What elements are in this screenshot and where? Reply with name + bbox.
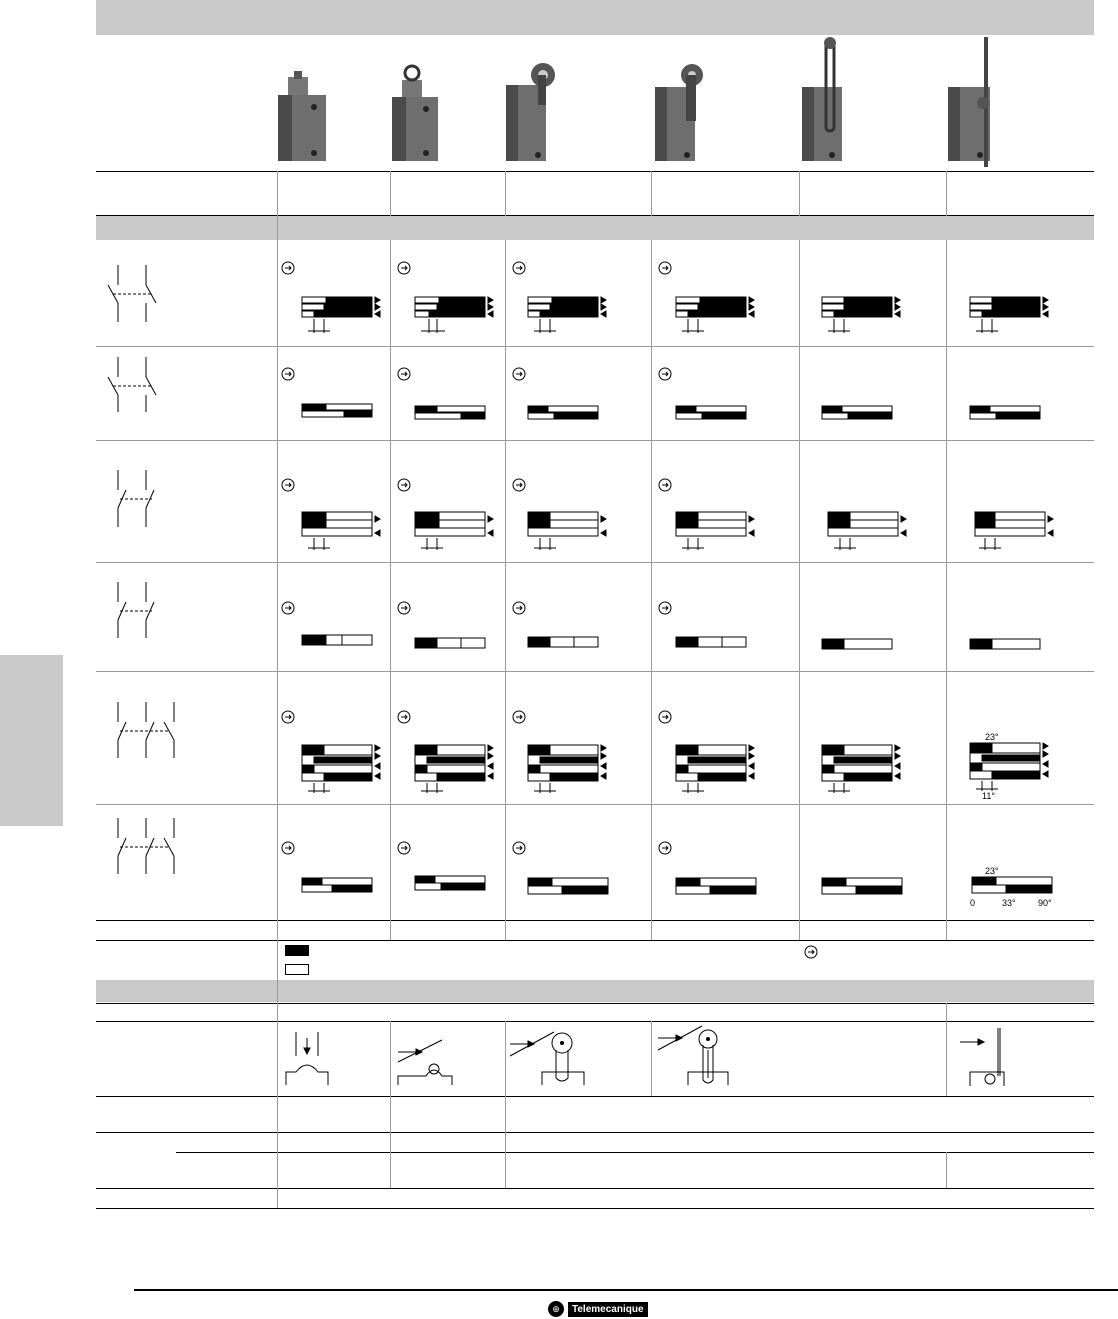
switch-spring-rod-image [948, 37, 990, 167]
brand-name: Telemecanique [568, 1302, 648, 1317]
angle-scale-label: 0 [970, 898, 976, 908]
legend-arrow-icon [803, 944, 819, 960]
actuation-roller-lever-diagram [510, 1032, 584, 1085]
switch-rod-lever-image [802, 37, 842, 161]
column-divider [651, 171, 652, 216]
header-band [96, 0, 1094, 35]
travel-diagrams-row-3 [302, 512, 1053, 550]
rule [96, 920, 1094, 921]
contact-symbol-4 [118, 582, 154, 638]
column-divider [505, 171, 506, 216]
actuation-roller-plunger-diagram [398, 1040, 452, 1085]
rule [96, 171, 1094, 172]
contact-symbol-6 [118, 818, 174, 874]
travel-diagrams-row-4 [302, 635, 1040, 649]
angle-scale-label: 33° [1002, 898, 1016, 908]
column-divider [799, 171, 800, 216]
legend-contact-closed-swatch [285, 945, 309, 956]
actuation-adjustable-lever-diagram [658, 1026, 728, 1085]
actuation-diagrams [0, 1021, 1118, 1101]
angle-label: 23° [985, 732, 999, 742]
angle-scale-label: 90° [1038, 898, 1052, 908]
contact-symbol-1 [108, 265, 156, 322]
travel-diagrams-row-2 [302, 404, 1040, 419]
section-band-contacts [96, 216, 1094, 240]
rule [96, 1132, 1094, 1133]
rule [96, 215, 1094, 216]
switch-roller-lever-image [506, 63, 555, 161]
angle-label: 23° [985, 866, 999, 876]
rule [96, 1188, 1094, 1189]
actuation-spring-rod-diagram [960, 1028, 1004, 1086]
contact-symbol-3 [118, 470, 154, 527]
switch-adjustable-roller-lever-image [655, 64, 703, 161]
section-band-characteristics [96, 980, 1094, 1002]
rule [96, 940, 1094, 941]
column-divider [946, 171, 947, 216]
legend-contact-open-swatch [285, 964, 309, 975]
column-divider [390, 171, 391, 216]
switch-plunger-image [278, 71, 326, 161]
contact-symbol-2 [108, 357, 156, 412]
rule [176, 1152, 1094, 1153]
brand-emblem-icon: ⊕ [548, 1301, 564, 1317]
travel-diagrams-row-5 [302, 743, 1048, 793]
actuation-plunger-diagram [286, 1032, 328, 1085]
footer-rule [134, 1289, 1118, 1291]
contact-diagrams [0, 240, 1118, 920]
angle-label: 11° [982, 791, 995, 801]
travel-diagrams-row-1 [302, 297, 1048, 333]
travel-diagrams-row-6 [302, 876, 1052, 894]
brand-logo [548, 1300, 648, 1318]
rule [96, 1208, 1094, 1209]
contact-symbol-5 [118, 702, 174, 758]
switch-roller-plunger-image [392, 66, 438, 161]
rule [96, 1003, 1094, 1004]
product-images [0, 35, 1118, 210]
column-divider [946, 1152, 947, 1188]
